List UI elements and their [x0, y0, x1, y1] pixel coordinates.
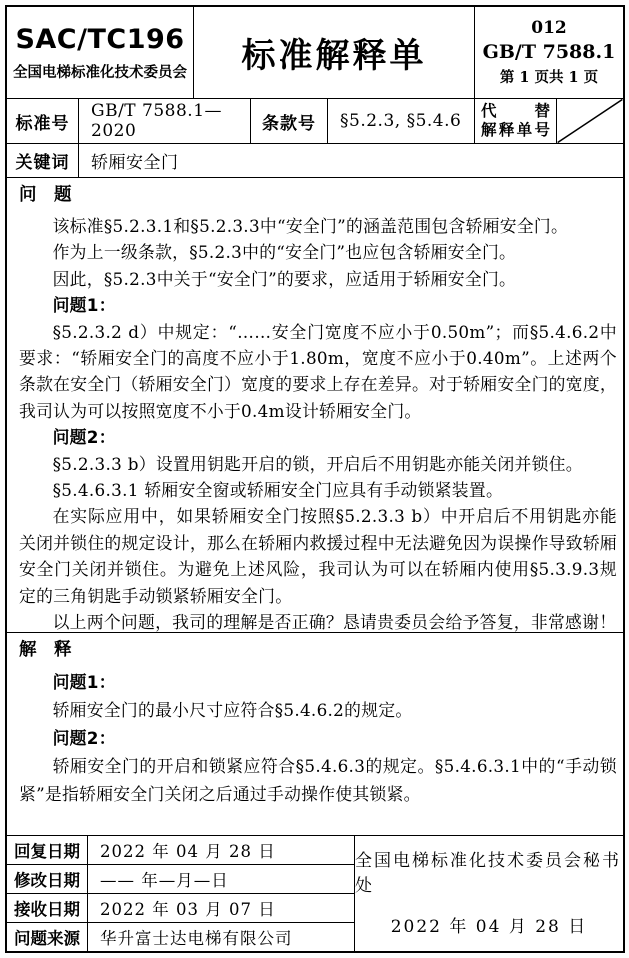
diagonal-slash-icon	[557, 99, 623, 143]
footer-row-value: 2022 年 03 月 07 日	[100, 900, 276, 919]
doc-number: 012	[531, 18, 567, 38]
keyword-value: 轿厢安全门	[91, 153, 179, 173]
paragraph: 轿厢安全门的开启和锁紧应符合§5.4.6.3的规定。§5.4.6.3.1中的“手动锁紧”是指轿厢安全门关闭之后通过手动操作使其锁紧。	[19, 756, 617, 804]
question-title: 问 题	[19, 185, 72, 205]
replaces-label-line1: 代 替	[481, 102, 550, 120]
paragraph: §5.4.6.3.1 轿厢安全窗或轿厢安全门应具有手动锁紧装置。	[52, 480, 504, 501]
paragraph: 轿厢安全门的最小尺寸应符合§5.4.6.2的规定。	[52, 700, 413, 720]
replaces-sheet-empty-cell	[557, 99, 623, 143]
paragraph: 作为上一级条款，§5.2.3中的“安全门”也应包含轿厢安全门。	[52, 242, 517, 263]
paragraph: §5.2.3.3 b）设置用钥匙开启的锁，开启后不用钥匙亦能关闭并锁住。	[52, 453, 583, 474]
standard-code: GB/T 7588.1	[482, 41, 616, 63]
clause-label: 条款号	[251, 99, 328, 143]
replaces-label-line2: 解释单号	[481, 121, 550, 139]
footer-dates-block	[7, 836, 355, 951]
question-body	[19, 213, 617, 633]
committee-name: 全国电梯标准化技术委员会	[13, 64, 187, 81]
standard-no-label: 标准号	[7, 99, 79, 143]
footer-row-value: 华升富士达电梯有限公司	[100, 929, 293, 948]
meta-row	[7, 99, 623, 144]
footer-row-value: 2022 年 04 月 28 日	[100, 842, 276, 861]
standard-no-value: GB/T 7588.1—2020	[79, 99, 251, 143]
paragraph: 因此，§5.2.3中关于“安全门”的要求，应适用于轿厢安全门。	[52, 268, 517, 289]
page-info: 第 1 页共 1 页	[499, 69, 599, 86]
paragraph-heading: 问题2：	[52, 728, 116, 748]
secretariat-cell	[355, 836, 623, 951]
footer-row-label: 接收日期	[7, 894, 88, 922]
footer-row-label: 问题来源	[7, 923, 88, 951]
footer-row-value: —— 年—月—日	[100, 871, 229, 890]
keyword-row	[7, 144, 623, 178]
doc-id-cell	[475, 7, 623, 98]
paragraph-heading: 问题1：	[52, 672, 116, 692]
footer-table	[7, 836, 623, 951]
committee-cell	[7, 7, 194, 98]
footer-row-label: 回复日期	[7, 836, 88, 864]
secretariat-name: 全国电梯标准化技术委员会秘书处	[355, 851, 621, 896]
committee-code: SAC/TC196	[15, 23, 185, 55]
interpretation-title: 解 释	[19, 640, 72, 660]
paragraph-heading: 问题1：	[52, 295, 116, 316]
paragraph-heading: 问题2：	[52, 427, 116, 448]
question-section	[7, 178, 623, 633]
replaces-sheet-label	[475, 99, 557, 143]
form-title: 标准解释单	[194, 7, 475, 98]
secretariat-date: 2022 年 04 月 28 日	[390, 917, 588, 937]
paragraph: §5.2.3.2 d）中规定：“……安全门宽度不应小于0.50m”；而§5.4.6.2中要求：“轿厢安全门的高度不应小于1.80m，宽度不应小于0.40m”。上述两个条款在安全门（轿厢安全门）宽度的要求上存在差异。对于轿厢安全门的宽度，我司认为可以按照宽度不小于0.4m设计轿厢安全门。	[19, 321, 617, 421]
interpretation-body	[19, 668, 617, 808]
footer-row-label: 修改日期	[7, 865, 88, 893]
footer-row	[7, 894, 354, 923]
paragraph: 在实际应用中，如果轿厢安全门按照§5.2.3.3 b）中开启后不用钥匙亦能关闭并锁住的规定设计，那么在轿厢内救援过程中无法避免因为误操作导致轿厢安全门关闭并锁住。为避免上述风险，我司认为可以在轿厢内使用§5.3.9.3规定的三角钥匙手动锁紧轿厢安全门。	[19, 506, 617, 606]
keyword-label: 关键词	[7, 144, 79, 177]
paragraph: 该标准§5.2.3.1和§5.2.3.3中“安全门”的涵盖范围包含轿厢安全门。	[52, 216, 569, 236]
clause-value: §5.2.3, §5.4.6	[328, 99, 475, 143]
header-row	[7, 7, 623, 99]
footer-row	[7, 836, 354, 865]
document-frame	[5, 5, 625, 953]
footer-row	[7, 923, 354, 951]
interpretation-section	[7, 633, 623, 836]
footer-row	[7, 865, 354, 894]
paragraph: 以上两个问题，我司的理解是否正确？恳请贵委员会给予答复，非常感谢！	[52, 612, 617, 633]
